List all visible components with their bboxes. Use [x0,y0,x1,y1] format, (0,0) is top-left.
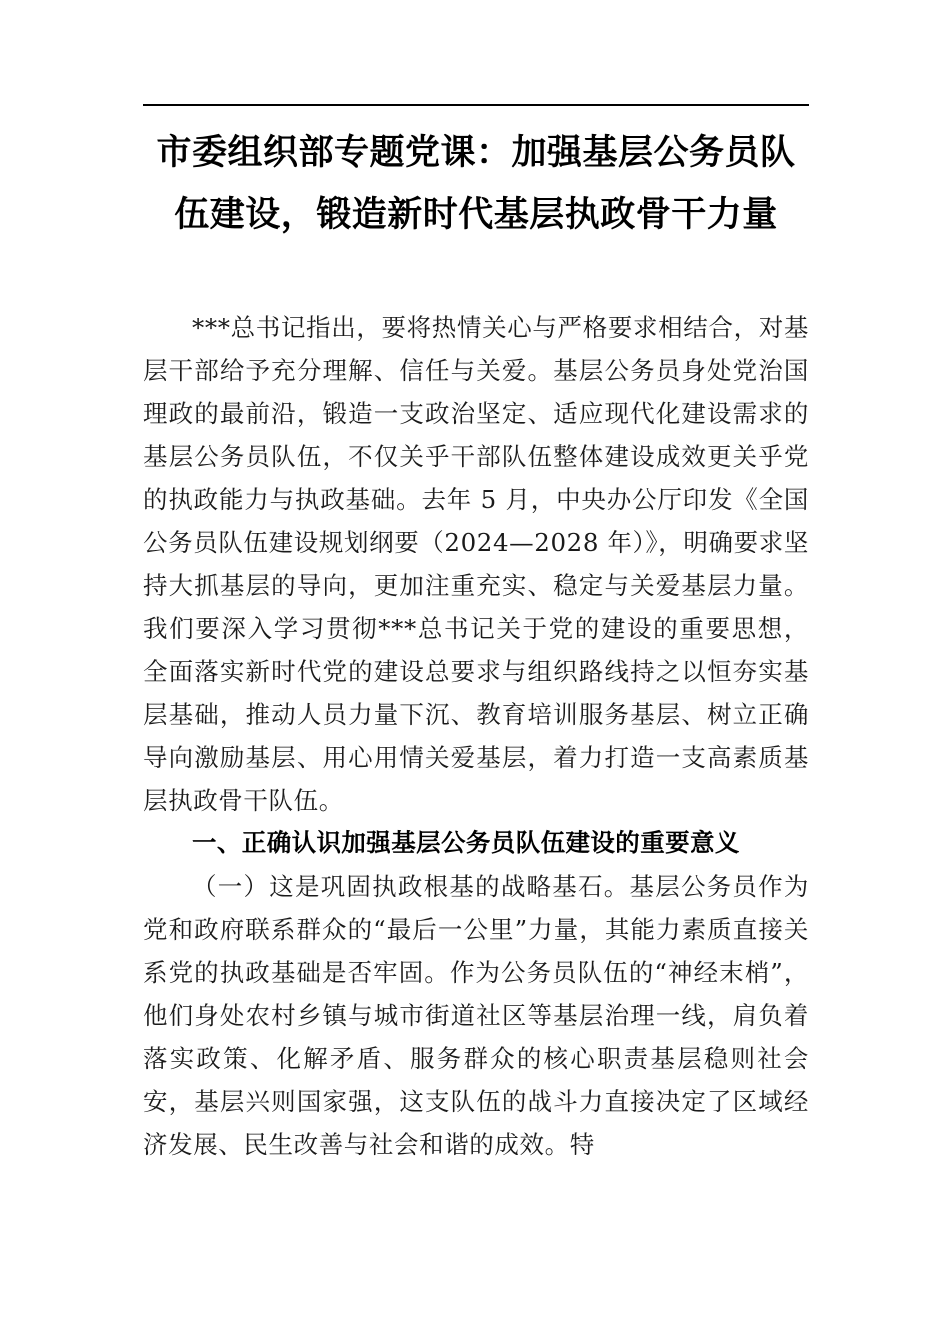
section-heading-one: 一、正确认识加强基层公务员队伍建设的重要意义 [192,830,740,857]
intro-paragraph: ***总书记指出，要将热情关心与严格要求相结合，对基层干部给予充分理解、信任与关爱。基层公务员身处党治国理政的最前沿，锻造一支政治坚定、适应现代化建设需求的基层公务员队伍，不仅关乎干部队伍整体建设成效更关乎党的执政能力与执政基础。去年 5 月，中央办公厅印发《全国公务员队伍建设规划纲要（2024—2028 年）》，明确要求坚持大抓基层的导向，更加注重充实、稳定与关爱基层力量。我们要深入学习贯彻***总书记关于党的建设的重要思想，全面落实新时代党的建设总要求与组织路线持之以恒夯实基层基础，推动人员力量下沉、教育培训服务基层、树立正确导向激励基层、用心用情关爱基层，着力打造一支高素质基层执政骨干队伍。 [143,313,809,815]
page-title: 市委组织部专题党课：加强基层公务员队伍建设，锻造新时代基层执政骨干力量 [156,133,796,234]
title-body-spacer [143,246,809,306]
document-content [143,104,809,1166]
subsection-paragraph-one: （一）这是巩固执政根基的战略基石。基层公务员作为党和政府联系群众的“最后一公里”力量，其能力素质直接关系党的执政基础是否牢固。作为公务员队伍的“神经末梢”，他们身处农村乡镇与城市街道社区等基层治理一线，肩负着落实政策、化解矛盾、服务群众的核心职责基层稳则社会安，基层兴则国家强，这支队伍的战斗力直接决定了区域经济发展、民生改善与社会和谐的成效。特 [143,872,809,1159]
header-rule-divider [143,104,809,106]
